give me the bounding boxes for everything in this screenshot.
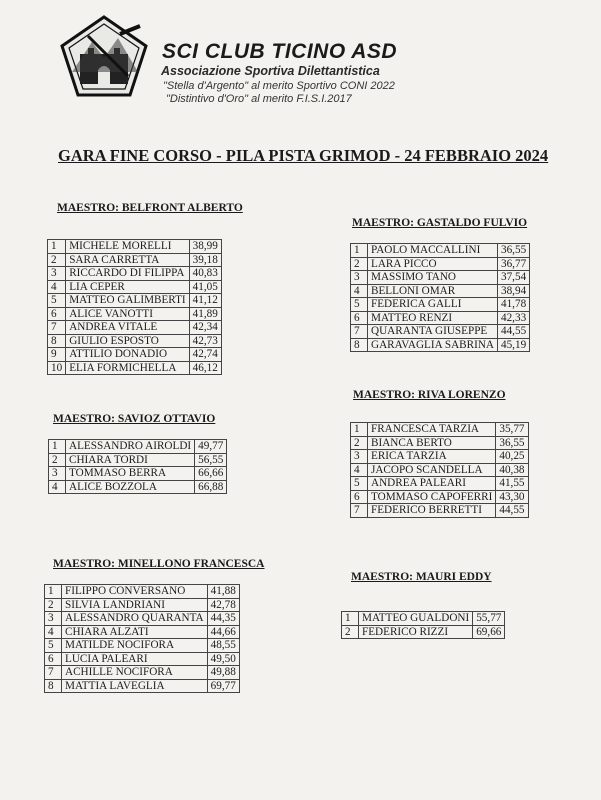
athlete-name-cell: ALICE BOZZOLA [66, 480, 195, 494]
time-cell: 41,12 [189, 294, 221, 308]
rank-cell: 5 [351, 298, 368, 312]
athlete-name-cell: ALESSANDRO QUARANTA [62, 612, 208, 626]
time-cell: 37,54 [497, 271, 529, 285]
rank-cell: 1 [49, 440, 66, 454]
results-table-belfront [47, 239, 222, 375]
result-row [48, 334, 222, 348]
rank-cell: 4 [49, 480, 66, 494]
rank-cell: 7 [48, 321, 66, 335]
result-row [45, 585, 240, 599]
time-cell: 40,83 [189, 267, 221, 281]
rank-cell: 4 [351, 284, 368, 298]
rank-cell: 2 [49, 453, 66, 467]
athlete-name-cell: MATILDE NOCIFORA [62, 639, 208, 653]
time-cell: 46,12 [189, 361, 221, 375]
athlete-name-cell: ERICA TARZIA [368, 450, 496, 464]
time-cell: 41,89 [189, 307, 221, 321]
result-row [342, 612, 505, 626]
results-body [351, 423, 529, 518]
time-cell: 41,88 [207, 585, 239, 599]
club-name: SCI CLUB TICINO ASD [162, 40, 398, 63]
result-row [48, 294, 222, 308]
time-cell: 44,55 [496, 504, 528, 518]
athlete-name-cell: SARA CARRETTA [66, 253, 189, 267]
result-row [48, 361, 222, 375]
rank-cell: 8 [45, 679, 62, 693]
time-cell: 41,78 [497, 298, 529, 312]
time-cell: 69,66 [473, 625, 505, 639]
rank-cell: 6 [351, 490, 368, 504]
club-logo [58, 14, 150, 98]
athlete-name-cell: SILVIA LANDRIANI [62, 598, 208, 612]
result-row [45, 666, 240, 680]
rank-cell: 10 [48, 361, 66, 375]
athlete-name-cell: MATTEO GALIMBERTI [66, 294, 189, 308]
result-row [48, 307, 222, 321]
result-row [48, 253, 222, 267]
result-row [45, 612, 240, 626]
result-row [351, 490, 529, 504]
athlete-name-cell: FEDERICO RIZZI [359, 625, 473, 639]
result-row [351, 477, 529, 491]
group-title-belfront: MAESTRO: BELFRONT ALBERTO [57, 202, 243, 214]
time-cell: 44,66 [207, 625, 239, 639]
time-cell: 38,99 [189, 240, 221, 254]
rank-cell: 1 [48, 240, 66, 254]
athlete-name-cell: TOMMASO CAPOFERRI [368, 490, 496, 504]
result-row [48, 280, 222, 294]
rank-cell: 1 [351, 244, 368, 258]
athlete-name-cell: LIA CEPER [66, 280, 189, 294]
athlete-name-cell: MATTIA LAVEGLIA [62, 679, 208, 693]
athlete-name-cell: GIULIO ESPOSTO [66, 334, 189, 348]
time-cell: 49,50 [207, 652, 239, 666]
results-table-mauri [341, 611, 505, 639]
rank-cell: 4 [45, 625, 62, 639]
result-row [49, 480, 227, 494]
group-title-gastaldo: MAESTRO: GASTALDO FULVIO [352, 217, 528, 229]
time-cell: 49,88 [207, 666, 239, 680]
time-cell: 40,38 [496, 463, 528, 477]
athlete-name-cell: JACOPO SCANDELLA [368, 463, 496, 477]
result-row [45, 639, 240, 653]
athlete-name-cell: MATTEO GUALDONI [359, 612, 473, 626]
time-cell: 43,30 [496, 490, 528, 504]
rank-cell: 6 [351, 311, 368, 325]
time-cell: 69,77 [207, 679, 239, 693]
rank-cell: 2 [342, 625, 359, 639]
group-title-minellono: MAESTRO: MINELLONO FRANCESCA [53, 558, 265, 570]
rank-cell: 2 [351, 257, 368, 271]
athlete-name-cell: PAOLO MACCALLINI [368, 244, 498, 258]
result-row [49, 440, 227, 454]
time-cell: 41,55 [496, 477, 528, 491]
rank-cell: 2 [48, 253, 66, 267]
time-cell: 44,55 [497, 325, 529, 339]
athlete-name-cell: FEDERICA GALLI [368, 298, 498, 312]
result-row [351, 463, 529, 477]
club-subtitle: Associazione Sportiva Dilettantistica [161, 64, 380, 78]
rank-cell: 7 [351, 325, 368, 339]
athlete-name-cell: BELLONI OMAR [368, 284, 498, 298]
time-cell: 42,34 [189, 321, 221, 335]
rank-cell: 7 [45, 666, 62, 680]
result-row [49, 467, 227, 481]
time-cell: 66,88 [195, 480, 227, 494]
rank-cell: 7 [351, 504, 368, 518]
result-row [351, 311, 530, 325]
time-cell: 42,78 [207, 598, 239, 612]
results-body [48, 240, 222, 375]
athlete-name-cell: MASSIMO TANO [368, 271, 498, 285]
result-row [45, 598, 240, 612]
time-cell: 45,19 [497, 338, 529, 352]
time-cell: 38,94 [497, 284, 529, 298]
athlete-name-cell: CHIARA TORDI [66, 453, 195, 467]
rank-cell: 1 [45, 585, 62, 599]
time-cell: 39,18 [189, 253, 221, 267]
rank-cell: 6 [48, 307, 66, 321]
group-title-riva: MAESTRO: RIVA LORENZO [353, 389, 506, 401]
athlete-name-cell: FILIPPO CONVERSANO [62, 585, 208, 599]
result-row [351, 338, 530, 352]
result-row [351, 257, 530, 271]
time-cell: 66,66 [195, 467, 227, 481]
results-table-gastaldo [350, 243, 530, 352]
rank-cell: 3 [351, 271, 368, 285]
result-row [48, 240, 222, 254]
athlete-name-cell: ALICE VANOTTI [66, 307, 189, 321]
result-row [351, 298, 530, 312]
results-table-riva [350, 422, 529, 518]
rank-cell: 5 [351, 477, 368, 491]
athlete-name-cell: TOMMASO BERRA [66, 467, 195, 481]
result-row [48, 348, 222, 362]
event-title: GARA FINE CORSO - PILA PISTA GRIMOD - 24 FEBBRAIO 2024 [58, 146, 549, 165]
result-row [351, 436, 529, 450]
athlete-name-cell: ANDREA PALEARI [368, 477, 496, 491]
time-cell: 42,74 [189, 348, 221, 362]
rank-cell: 1 [351, 423, 368, 437]
result-row [351, 284, 530, 298]
athlete-name-cell: QUARANTA GIUSEPPE [368, 325, 498, 339]
group-title-savioz: MAESTRO: SAVIOZ OTTAVIO [53, 413, 216, 425]
time-cell: 36,77 [497, 257, 529, 271]
time-cell: 35,77 [496, 423, 528, 437]
athlete-name-cell: FRANCESCA TARZIA [368, 423, 496, 437]
time-cell: 40,25 [496, 450, 528, 464]
rank-cell: 5 [48, 294, 66, 308]
group-title-mauri: MAESTRO: MAURI EDDY [351, 571, 492, 583]
award-fisi: "Distintivo d'Oro" al merito F.I.S.I.2017 [166, 93, 352, 105]
time-cell: 41,05 [189, 280, 221, 294]
time-cell: 48,55 [207, 639, 239, 653]
result-row [48, 267, 222, 281]
time-cell: 36,55 [496, 436, 528, 450]
rank-cell: 5 [45, 639, 62, 653]
results-table-minellono [44, 584, 240, 693]
rank-cell: 8 [48, 334, 66, 348]
athlete-name-cell: ACHILLE NOCIFORA [62, 666, 208, 680]
result-row [45, 625, 240, 639]
rank-cell: 9 [48, 348, 66, 362]
rank-cell: 3 [45, 612, 62, 626]
result-row [45, 679, 240, 693]
athlete-name-cell: ELIA FORMICHELLA [66, 361, 189, 375]
award-coni: "Stella d'Argento" al merito Sportivo CONI 2022 [163, 80, 395, 92]
results-body [49, 440, 227, 494]
rank-cell: 4 [351, 463, 368, 477]
athlete-name-cell: ALESSANDRO AIROLDI [66, 440, 195, 454]
rank-cell: 2 [351, 436, 368, 450]
time-cell: 56,55 [195, 453, 227, 467]
athlete-name-cell: ANDREA VITALE [66, 321, 189, 335]
athlete-name-cell: CHIARA ALZATI [62, 625, 208, 639]
results-body [342, 612, 505, 639]
time-cell: 42,73 [189, 334, 221, 348]
time-cell: 55,77 [473, 612, 505, 626]
result-row [45, 652, 240, 666]
result-row [342, 625, 505, 639]
result-row [351, 244, 530, 258]
time-cell: 44,35 [207, 612, 239, 626]
result-row [351, 271, 530, 285]
result-row [351, 423, 529, 437]
rank-cell: 1 [342, 612, 359, 626]
time-cell: 36,55 [497, 244, 529, 258]
rank-cell: 8 [351, 338, 368, 352]
result-row [351, 325, 530, 339]
athlete-name-cell: MATTEO RENZI [368, 311, 498, 325]
rank-cell: 3 [49, 467, 66, 481]
results-body [45, 585, 240, 693]
athlete-name-cell: MICHELE MORELLI [66, 240, 189, 254]
results-table-savioz [48, 439, 227, 494]
result-row [351, 450, 529, 464]
athlete-name-cell: BIANCA BERTO [368, 436, 496, 450]
athlete-name-cell: RICCARDO DI FILIPPA [66, 267, 189, 281]
rank-cell: 3 [351, 450, 368, 464]
result-row [351, 504, 529, 518]
time-cell: 42,33 [497, 311, 529, 325]
rank-cell: 6 [45, 652, 62, 666]
athlete-name-cell: GARAVAGLIA SABRINA [368, 338, 498, 352]
athlete-name-cell: ATTILIO DONADIO [66, 348, 189, 362]
time-cell: 49,77 [195, 440, 227, 454]
rank-cell: 2 [45, 598, 62, 612]
rank-cell: 4 [48, 280, 66, 294]
results-body [351, 244, 530, 352]
rank-cell: 3 [48, 267, 66, 281]
athlete-name-cell: LUCIA PALEARI [62, 652, 208, 666]
result-row [48, 321, 222, 335]
result-row [49, 453, 227, 467]
athlete-name-cell: FEDERICO BERRETTI [368, 504, 496, 518]
athlete-name-cell: LARA PICCO [368, 257, 498, 271]
